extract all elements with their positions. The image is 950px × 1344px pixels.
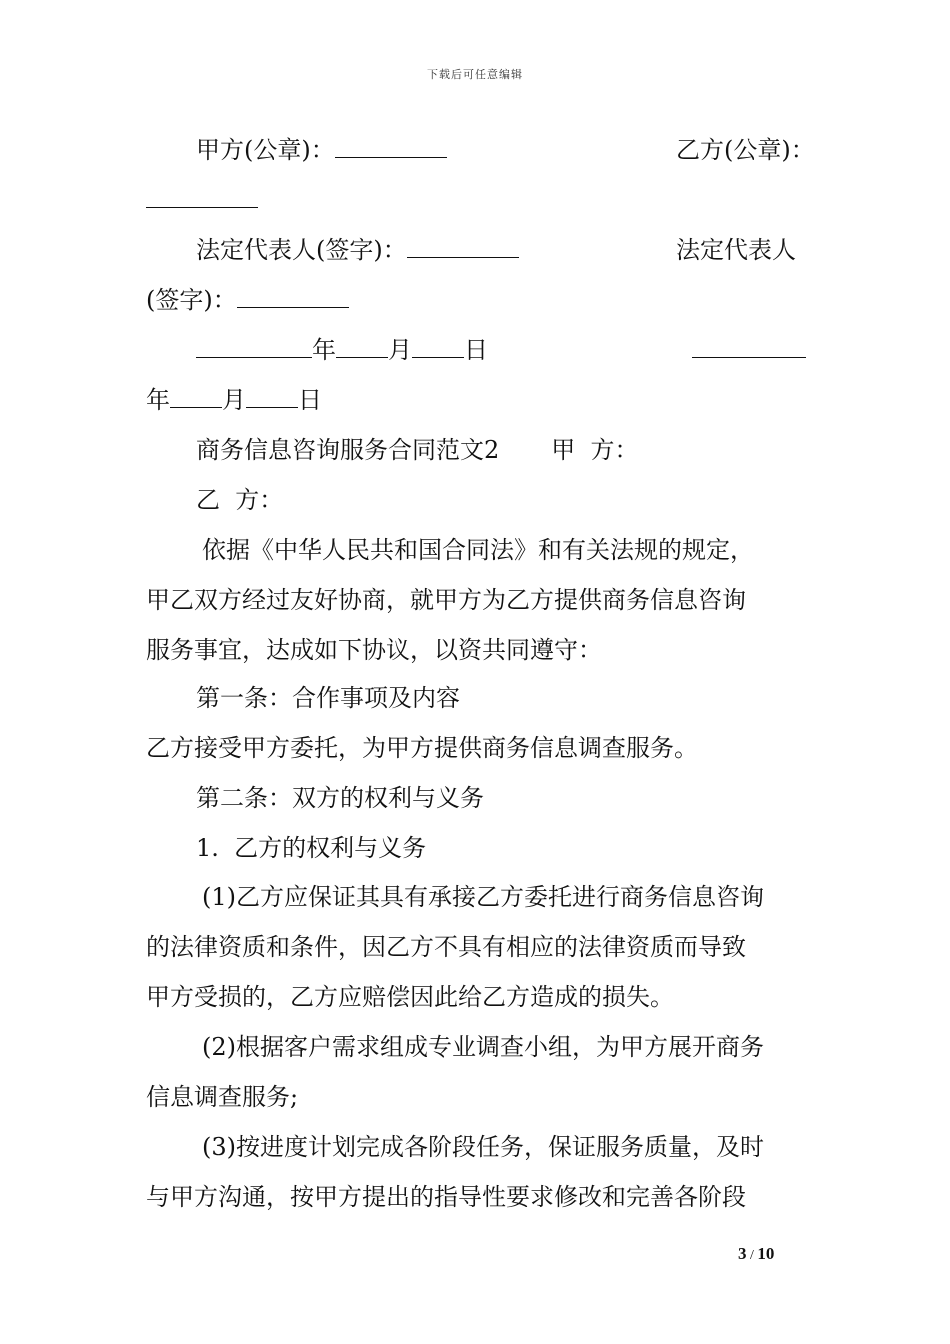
- intro-line-2: 甲乙双方经过友好协商，就甲方为乙方提供商务信息咨询: [146, 586, 746, 614]
- date-b-day: 日: [298, 386, 322, 414]
- page-total: 10: [757, 1244, 775, 1263]
- party-a-seal-label: 甲方(公章)：: [196, 136, 335, 164]
- date-a-day-blank: [412, 335, 464, 358]
- date-a-year-blank: [196, 335, 312, 358]
- date-a-month-blank: [336, 335, 388, 358]
- para-3-line-2: 与甲方沟通，按甲方提出的指导性要求修改和完善各阶段: [146, 1183, 746, 1211]
- party-a-seal-blank: [335, 135, 447, 158]
- party-b-label: 乙 方：: [196, 486, 284, 514]
- section-1-title: 1. 乙方的权利与义务: [196, 834, 427, 862]
- article-2-title: 第二条：双方的权利与义务: [196, 784, 484, 812]
- date-b-month: 月: [222, 386, 246, 414]
- date-b-year: 年: [146, 386, 170, 414]
- para-2-line-2: 信息调查服务;: [146, 1083, 299, 1111]
- legal-rep-b-line: [146, 285, 816, 315]
- date-b-line: [146, 385, 816, 415]
- contract-title: 商务信息咨询服务合同范文2: [196, 436, 500, 464]
- date-b-month-blank: [170, 385, 222, 408]
- page-current: 3: [738, 1244, 747, 1263]
- article-1-title: 第一条：合作事项及内容: [196, 684, 460, 712]
- page-header: 下载后可任意编辑: [427, 68, 523, 81]
- legal-rep-b-label-2: (签字)：: [146, 286, 237, 314]
- intro-line-3: 服务事宜，达成如下协议，以资共同遵守：: [146, 636, 602, 664]
- article-1-text: 乙方接受甲方委托，为甲方提供商务信息调查服务。: [146, 734, 698, 762]
- para-1-line-3: 甲方受损的，乙方应赔偿因此给乙方造成的损失。: [146, 983, 674, 1011]
- legal-rep-b-blank: [237, 285, 349, 308]
- date-b-year-blank: [692, 335, 806, 358]
- party-b-seal-blank: [146, 185, 258, 208]
- para-3-line-1: (3)按进度计划完成各阶段任务，保证服务质量，及时: [202, 1133, 764, 1161]
- para-2-line-1: (2)根据客户需求组成专业调查小组，为甲方展开商务: [202, 1033, 764, 1061]
- party-b-seal-line: [146, 185, 816, 215]
- para-1-line-2: 的法律资质和条件，因乙方不具有相应的法律资质而导致: [146, 933, 746, 961]
- date-b-year-blank-wrap: [692, 335, 806, 365]
- legal-rep-a-label: 法定代表人(签字)：: [196, 236, 407, 264]
- intro-line-1: 依据《中华人民共和国合同法》和有关法规的规定，: [202, 536, 754, 564]
- legal-rep-a-blank: [407, 235, 519, 258]
- date-a-day: 日: [464, 336, 488, 364]
- legal-rep-b-label-1: 法定代表人: [676, 236, 796, 264]
- date-a-year: 年: [312, 336, 336, 364]
- party-b-seal-label: 乙方(公章)：: [676, 136, 815, 164]
- page-number: 3 / 10: [738, 1244, 775, 1263]
- para-1-line-1: (1)乙方应保证其具有承接乙方委托进行商务信息咨询: [202, 883, 764, 911]
- date-b-day-blank: [246, 385, 298, 408]
- party-a-label: 甲 方：: [551, 436, 639, 464]
- contract-title-line: [196, 435, 866, 465]
- date-a-month: 月: [388, 336, 412, 364]
